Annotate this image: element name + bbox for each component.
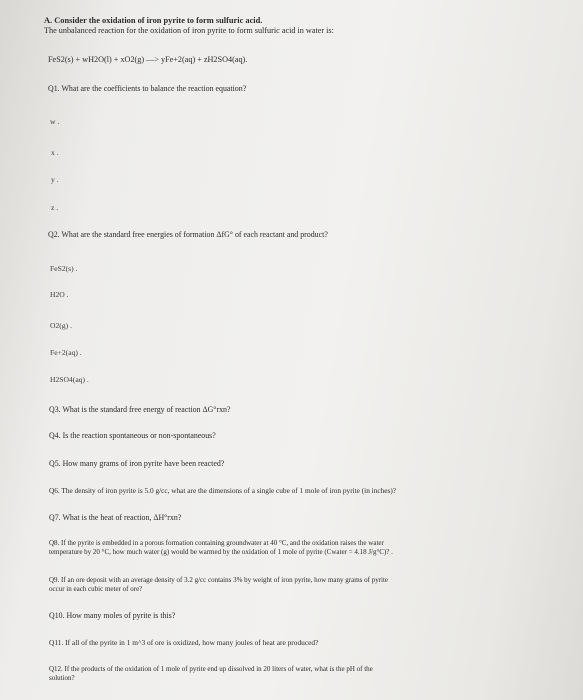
question-2: Q2. What are the standard free energies of formation ΔfG° of each reactant and product? [48, 230, 328, 239]
question-12-line-2: solution? [49, 674, 75, 682]
coefficient-z: z . [51, 203, 59, 212]
question-1: Q1. What are the coefficients to balance the reaction equation? [48, 84, 247, 93]
species-o2: O2(g) . [50, 321, 72, 330]
reaction-equation: FeS2(s) + wH2O(l) + xO2(g) —> yFe+2(aq) + zH2SO4(aq). [48, 55, 248, 64]
question-12-line-1: Q12. If the products of the oxidation of 1 mole of pyrite end up dissolved in 20 liters of water, what is the pH of the [49, 665, 373, 673]
section-title: A. Consider the oxidation of iron pyrite to form sulfuric acid. [44, 16, 263, 25]
section-subtitle: The unbalanced reaction for the oxidation of iron pyrite to form sulfuric acid in water is: [44, 26, 334, 35]
species-h2o: H2O . [50, 290, 69, 299]
question-9-line-2: occur in each cubic meter of ore? [49, 585, 143, 593]
coefficient-x: x . [51, 148, 59, 157]
question-5: Q5. How many grams of iron pyrite have been reacted? [49, 459, 225, 468]
species-fe2: Fe+2(aq) . [50, 348, 82, 357]
coefficient-w: w . [50, 117, 60, 126]
species-h2so4: H2SO4(aq) . [50, 375, 89, 384]
question-3: Q3. What is the standard free energy of reaction ΔG°rxn? [49, 405, 231, 414]
question-7: Q7. What is the heat of reaction, ΔH°rxn? [49, 513, 182, 522]
question-11: Q11. If all of the pyrite in 1 m^3 of ore is oxidized, how many joules of heat are produced? [49, 638, 319, 647]
question-8-line-2: temperature by 20 °C, how much water (g) would be warmed by the oxidation of 1 mole of pyrite (Cwater = 4.18 J/g°C)? . [49, 548, 393, 556]
species-fes2: FeS2(s) . [50, 264, 78, 273]
question-10: Q10. How many moles of pyrite is this? [49, 611, 176, 620]
question-6: Q6. The density of iron pyrite is 5.0 g/cc, what are the dimensions of a single cube of 1 mole of iron pyrite (in inches)? [49, 486, 396, 495]
question-9-line-1: Q9. If an ore deposit with an average density of 3.2 g/cc contains 3% by weight of iron pyrite, how many grams of pyrite [49, 576, 389, 584]
question-4: Q4. Is the reaction spontaneous or non-spontaneous? [49, 431, 216, 440]
coefficient-y: y . [51, 175, 59, 184]
question-8-line-1: Q8. If the pyrite is embedded in a porous formation containing groundwater at 40 °C, and the oxidation raises the water [49, 539, 384, 547]
